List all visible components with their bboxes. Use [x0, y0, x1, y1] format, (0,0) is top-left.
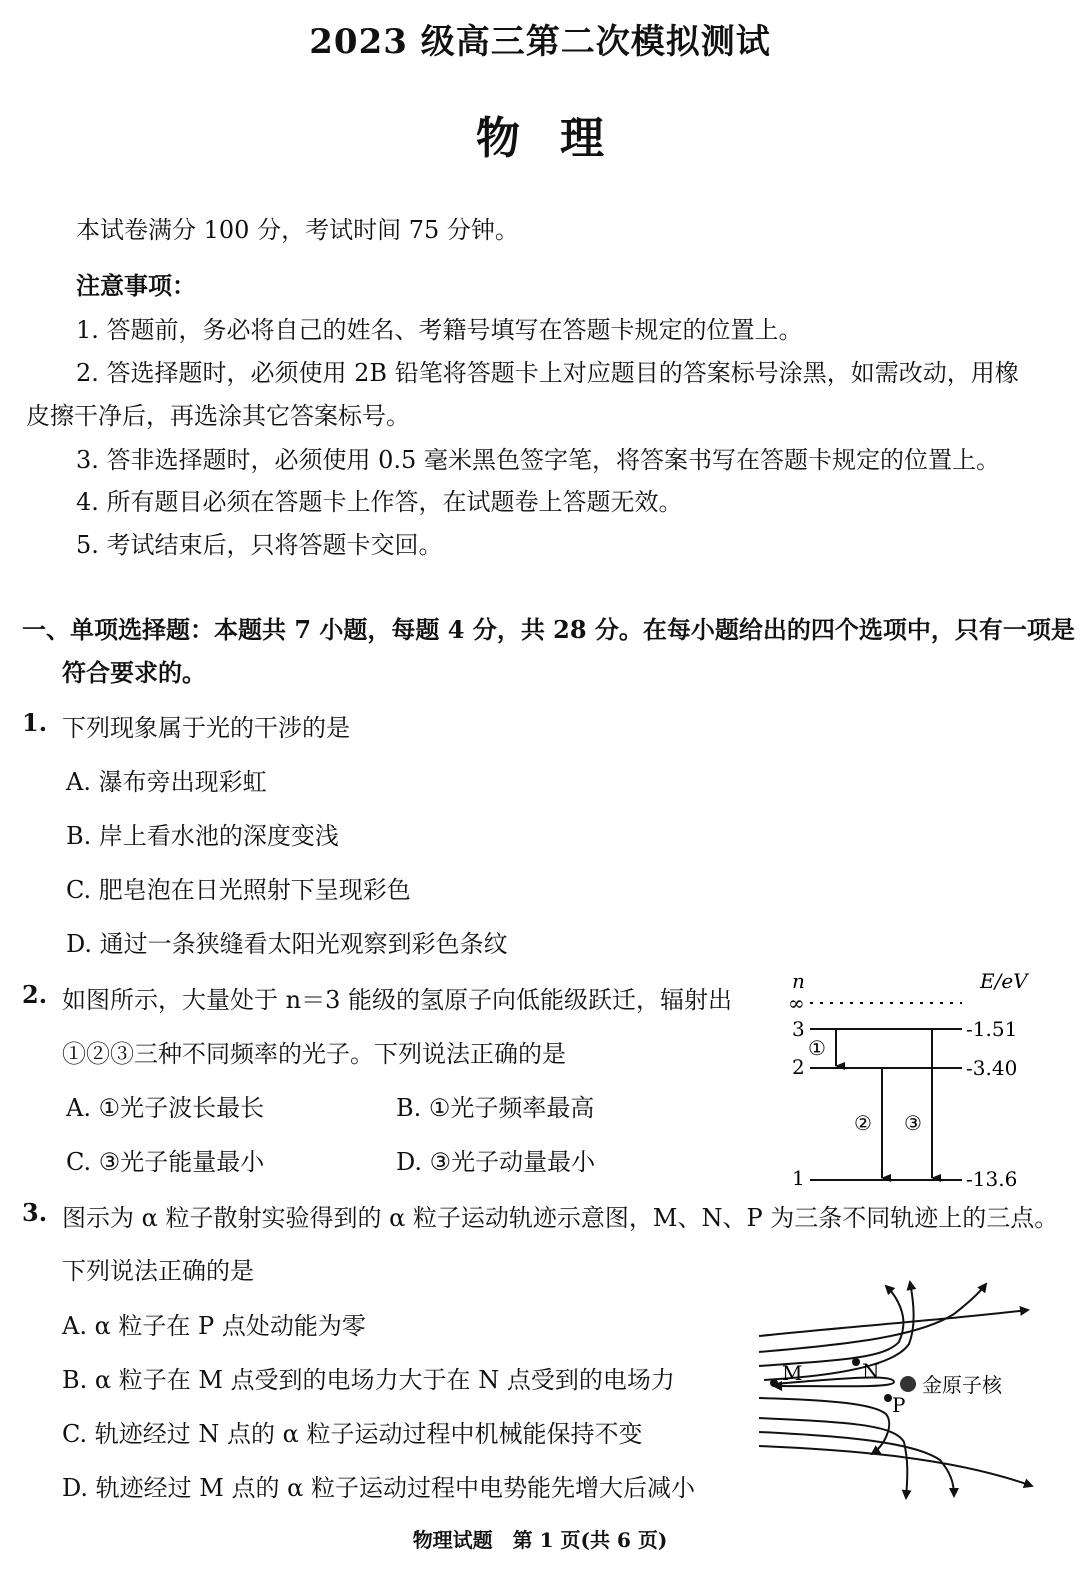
point-p-label: P	[892, 1393, 906, 1417]
transition-3-label: ③	[904, 1111, 922, 1135]
page-footer: 物理试题 第 1 页(共 6 页)	[412, 1528, 668, 1552]
q2-option-c: C. ③光子能量最小	[66, 1148, 265, 1176]
level-infinity-label: ∞	[788, 991, 805, 1015]
q3-stem-line2: 下列说法正确的是	[62, 1257, 254, 1285]
trajectory-top-3	[759, 1286, 903, 1366]
q3-number: 3.	[22, 1198, 48, 1227]
q2-stem-line1: 如图所示，大量处于 n＝3 能级的氢原子向低能级跃迁，辐射出	[62, 986, 732, 1014]
nucleus-label: 金原子核	[922, 1373, 1002, 1397]
point-n-label: N	[862, 1359, 880, 1383]
exam-intro: 本试卷满分 100 分，考试时间 75 分钟。	[76, 216, 519, 244]
q3-option-b: B. α 粒子在 M 点受到的电场力大于在 N 点受到的电场力	[62, 1366, 675, 1394]
level-3-energy: -1.51	[966, 1017, 1018, 1041]
q2-number: 2.	[22, 980, 48, 1009]
level-1-n: 1	[792, 1166, 805, 1190]
note-item-2: 2. 答选择题时，必须使用 2B 铅笔将答题卡上对应题目的答案标号涂黑，如需改动，用橡	[76, 359, 1019, 387]
section-heading: 一、单项选择题：本题共 7 小题，每题 4 分，共 28 分。在每小题给出的四个选项中，只有一项是	[22, 615, 1075, 644]
q2-stem-line2: ①②③三种不同频率的光子。下列说法正确的是	[62, 1040, 566, 1068]
trajectory-top-1	[759, 1310, 1028, 1336]
axis-n-label: n	[792, 969, 805, 993]
q3-option-a: A. α 粒子在 P 点处动能为零	[62, 1312, 366, 1340]
q2-option-d: D. ③光子动量最小	[396, 1148, 596, 1176]
note-item-2-cont: 皮擦干净后，再选涂其它答案标号。	[26, 402, 410, 430]
q1-option-c: C. 肥皂泡在日光照射下呈现彩色	[66, 876, 411, 904]
note-item-5: 5. 考试结束后，只将答题卡交回。	[76, 531, 443, 559]
q1-option-a: A. 瀑布旁出现彩虹	[66, 768, 267, 796]
gold-nucleus	[900, 1376, 916, 1392]
section-heading-cont: 符合要求的。	[62, 658, 206, 687]
notes-heading: 注意事项：	[76, 271, 196, 300]
energy-level-diagram	[780, 962, 1040, 1198]
level-2-n: 2	[792, 1055, 805, 1079]
point-m-label: M	[782, 1361, 803, 1385]
q3-option-c: C. 轨迹经过 N 点的 α 粒子运动过程中机械能保持不变	[62, 1420, 643, 1448]
alpha-scattering-diagram	[754, 1274, 1050, 1504]
q1-option-b: B. 岸上看水池的深度变浅	[66, 822, 339, 850]
q3-stem-line1: 图示为 α 粒子散射实验得到的 α 粒子运动轨迹示意图，M、N、P 为三条不同轨迹上的三点。	[62, 1204, 1059, 1232]
axis-e-label: E/eV	[980, 969, 1028, 993]
exam-title: 2023 级高三第二次模拟测试	[309, 22, 771, 62]
q1-stem: 下列现象属于光的干涉的是	[62, 714, 350, 742]
q2-option-b: B. ①光子频率最高	[396, 1094, 595, 1122]
point-n-dot	[852, 1358, 860, 1366]
trajectory-bottom-3	[759, 1446, 1032, 1486]
note-item-4: 4. 所有题目必须在答题卡上作答，在试题卷上答题无效。	[76, 488, 683, 516]
point-p-dot	[884, 1394, 892, 1402]
subject-title: 物理	[476, 113, 644, 164]
trajectory-bottom-1	[759, 1418, 907, 1498]
q1-number: 1.	[22, 708, 48, 737]
note-item-3: 3. 答非选择题时，必须使用 0.5 毫米黑色签字笔，将答案书写在答题卡规定的位置上。	[76, 446, 1000, 474]
note-item-1: 1. 答题前，务必将自己的姓名、考籍号填写在答题卡规定的位置上。	[76, 316, 803, 344]
level-1-energy: -13.6	[966, 1167, 1018, 1191]
level-2-energy: -3.40	[966, 1056, 1018, 1080]
q1-option-d: D. 通过一条狭缝看太阳光观察到彩色条纹	[66, 930, 508, 958]
q3-option-d: D. 轨迹经过 M 点的 α 粒子运动过程中电势能先增大后减小	[62, 1474, 695, 1502]
transition-1-label: ①	[808, 1036, 826, 1060]
level-3-n: 3	[792, 1017, 805, 1041]
q2-option-a: A. ①光子波长最长	[66, 1094, 265, 1122]
point-m-dot	[770, 1379, 778, 1387]
trajectory-bottom-2	[759, 1432, 954, 1496]
transition-2-label: ②	[854, 1111, 872, 1135]
